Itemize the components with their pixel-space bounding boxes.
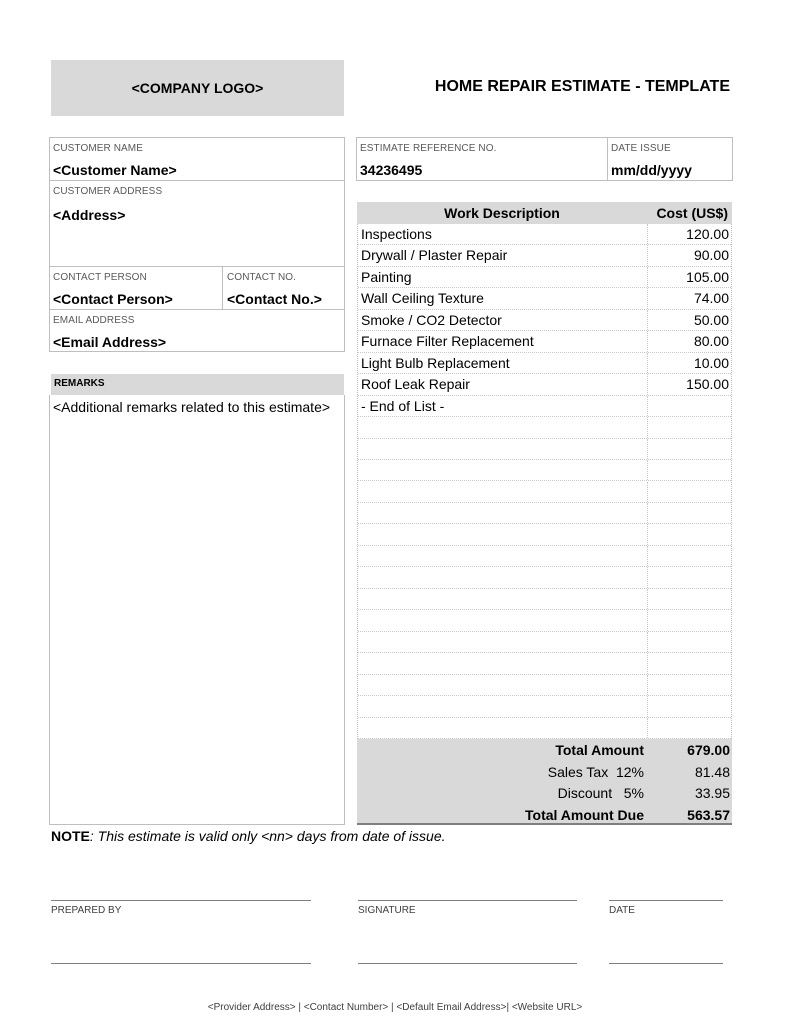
contact-row [50, 267, 344, 310]
estimate-ref-value[interactable]: 34236495 [360, 162, 423, 178]
discount-value: 33.95 [694, 785, 730, 801]
column-divider [647, 417, 648, 437]
cost-header: Cost (US$) [656, 205, 728, 221]
column-divider [647, 524, 648, 544]
document-title: HOME REPAIR ESTIMATE - TEMPLATE [434, 78, 730, 95]
company-logo-placeholder: <COMPANY LOGO> [51, 60, 344, 116]
column-divider [647, 245, 648, 265]
table-row[interactable] [358, 353, 731, 374]
date-issue-label: DATE ISSUE [611, 143, 671, 154]
estimate-ref-cell [357, 138, 608, 180]
page-footer: <Provider Address> | <Contact Number> | <Default Email Address>| <Website URL> [207, 1002, 583, 1013]
column-divider [647, 546, 648, 566]
items-table-header [357, 202, 732, 224]
table-row[interactable] [358, 417, 731, 438]
total-due-row [357, 804, 732, 825]
items-table-body [357, 224, 732, 739]
table-row[interactable] [358, 267, 731, 288]
sales-tax-row [357, 761, 732, 782]
customer-address-label: CUSTOMER ADDRESS [53, 186, 163, 197]
table-row[interactable] [358, 653, 731, 674]
note-text: : This estimate is valid only <nn> days from date of issue. [89, 828, 446, 844]
validity-note [51, 828, 446, 844]
prepared-by-line-2[interactable] [51, 963, 311, 964]
item-description[interactable]: Wall Ceiling Texture [361, 290, 484, 307]
column-divider [647, 353, 648, 373]
table-row[interactable] [358, 482, 731, 503]
customer-name-value[interactable]: <Customer Name> [53, 162, 177, 178]
estimate-ref-label: ESTIMATE REFERENCE NO. [360, 143, 497, 154]
remarks-text[interactable]: <Additional remarks related to this estimate> [53, 399, 331, 415]
total-amount-value: 679.00 [687, 742, 730, 758]
remarks-box [49, 395, 345, 825]
column-divider [647, 439, 648, 459]
totals-block [357, 739, 732, 825]
column-divider [647, 396, 648, 416]
total-due-label: Total Amount Due [525, 806, 644, 823]
column-divider [647, 696, 648, 716]
email-value[interactable]: <Email Address> [53, 334, 167, 350]
column-divider [647, 288, 648, 308]
date-line-2[interactable] [609, 963, 723, 964]
email-cell [50, 310, 344, 353]
column-divider [647, 675, 648, 695]
contact-person-value[interactable]: <Contact Person> [53, 291, 173, 307]
sales-tax-value: 81.48 [694, 763, 730, 780]
contact-person-cell [50, 267, 223, 310]
column-divider [647, 503, 648, 523]
table-row[interactable] [358, 310, 731, 331]
table-row[interactable] [358, 696, 731, 717]
item-cost[interactable]: 105.00 [686, 268, 729, 285]
column-divider [647, 567, 648, 587]
total-amount-row [357, 739, 732, 760]
table-row[interactable] [358, 632, 731, 653]
table-row[interactable] [358, 245, 731, 266]
table-row[interactable] [358, 675, 731, 696]
email-label: EMAIL ADDRESS [53, 315, 135, 326]
customer-info-box [49, 137, 345, 352]
contact-no-value[interactable]: <Contact No.> [227, 291, 322, 307]
contact-no-label: CONTACT NO. [227, 272, 297, 283]
item-description[interactable]: Smoke / CO2 Detector [361, 311, 502, 328]
item-description[interactable]: - End of List - [361, 397, 445, 414]
item-description[interactable]: Painting [361, 268, 412, 285]
item-cost[interactable]: 90.00 [693, 247, 729, 264]
table-row[interactable] [358, 546, 731, 567]
column-divider [647, 267, 648, 287]
item-description[interactable]: Roof Leak Repair [361, 376, 470, 393]
table-row[interactable] [358, 718, 731, 739]
item-cost[interactable]: 50.00 [693, 311, 729, 328]
table-row[interactable] [358, 288, 731, 309]
signature-line-2[interactable] [358, 963, 577, 964]
table-row[interactable] [358, 610, 731, 631]
item-description[interactable]: Light Bulb Replacement [361, 354, 510, 371]
remarks-header: REMARKS [51, 374, 344, 395]
column-divider [647, 374, 648, 394]
prepared-by-label: PREPARED BY [51, 905, 122, 916]
customer-address-cell [50, 181, 344, 267]
table-row[interactable] [358, 567, 731, 588]
table-row[interactable] [358, 396, 731, 417]
column-divider [647, 460, 648, 480]
date-issue-value[interactable]: mm/dd/yyyy [611, 162, 692, 178]
item-description[interactable]: Drywall / Plaster Repair [361, 247, 508, 264]
customer-name-cell [50, 138, 344, 181]
table-row[interactable] [358, 224, 731, 245]
column-divider [647, 632, 648, 652]
total-amount-label: Total Amount [555, 742, 644, 758]
column-divider [647, 331, 648, 351]
column-divider [647, 589, 648, 609]
column-divider [647, 653, 648, 673]
column-divider [647, 610, 648, 630]
item-description[interactable]: Furnace Filter Replacement [361, 333, 534, 350]
work-description-header: Work Description [444, 205, 560, 221]
table-row[interactable] [358, 524, 731, 545]
date-line[interactable] [609, 900, 723, 901]
discount-label: Discount 5% [557, 785, 644, 801]
item-description[interactable]: Inspections [361, 226, 432, 242]
column-divider [647, 224, 648, 244]
item-cost[interactable]: 80.00 [693, 333, 729, 350]
customer-name-label: CUSTOMER NAME [53, 143, 144, 154]
prepared-by-line[interactable] [51, 900, 311, 901]
signature-label: SIGNATURE [358, 905, 416, 916]
customer-address-value[interactable]: <Address> [53, 207, 126, 223]
item-cost[interactable]: 120.00 [686, 226, 729, 242]
table-row[interactable] [358, 374, 731, 395]
note-label: NOTE [51, 828, 90, 844]
table-row[interactable] [358, 589, 731, 610]
table-row[interactable] [358, 503, 731, 524]
item-cost[interactable]: 150.00 [686, 376, 729, 393]
item-cost[interactable]: 74.00 [693, 290, 729, 307]
date-label: DATE [609, 905, 635, 916]
column-divider [647, 310, 648, 330]
item-cost[interactable]: 10.00 [693, 354, 729, 371]
contact-person-label: CONTACT PERSON [53, 272, 147, 283]
table-row[interactable] [358, 331, 731, 352]
discount-row [357, 782, 732, 803]
table-row[interactable] [358, 439, 731, 460]
sales-tax-label: Sales Tax 12% [547, 763, 644, 780]
column-divider [647, 482, 648, 502]
column-divider [647, 718, 648, 738]
table-row[interactable] [358, 460, 731, 481]
signature-line[interactable] [358, 900, 577, 901]
estimate-ref-box [356, 137, 733, 181]
total-due-value: 563.57 [687, 806, 730, 823]
